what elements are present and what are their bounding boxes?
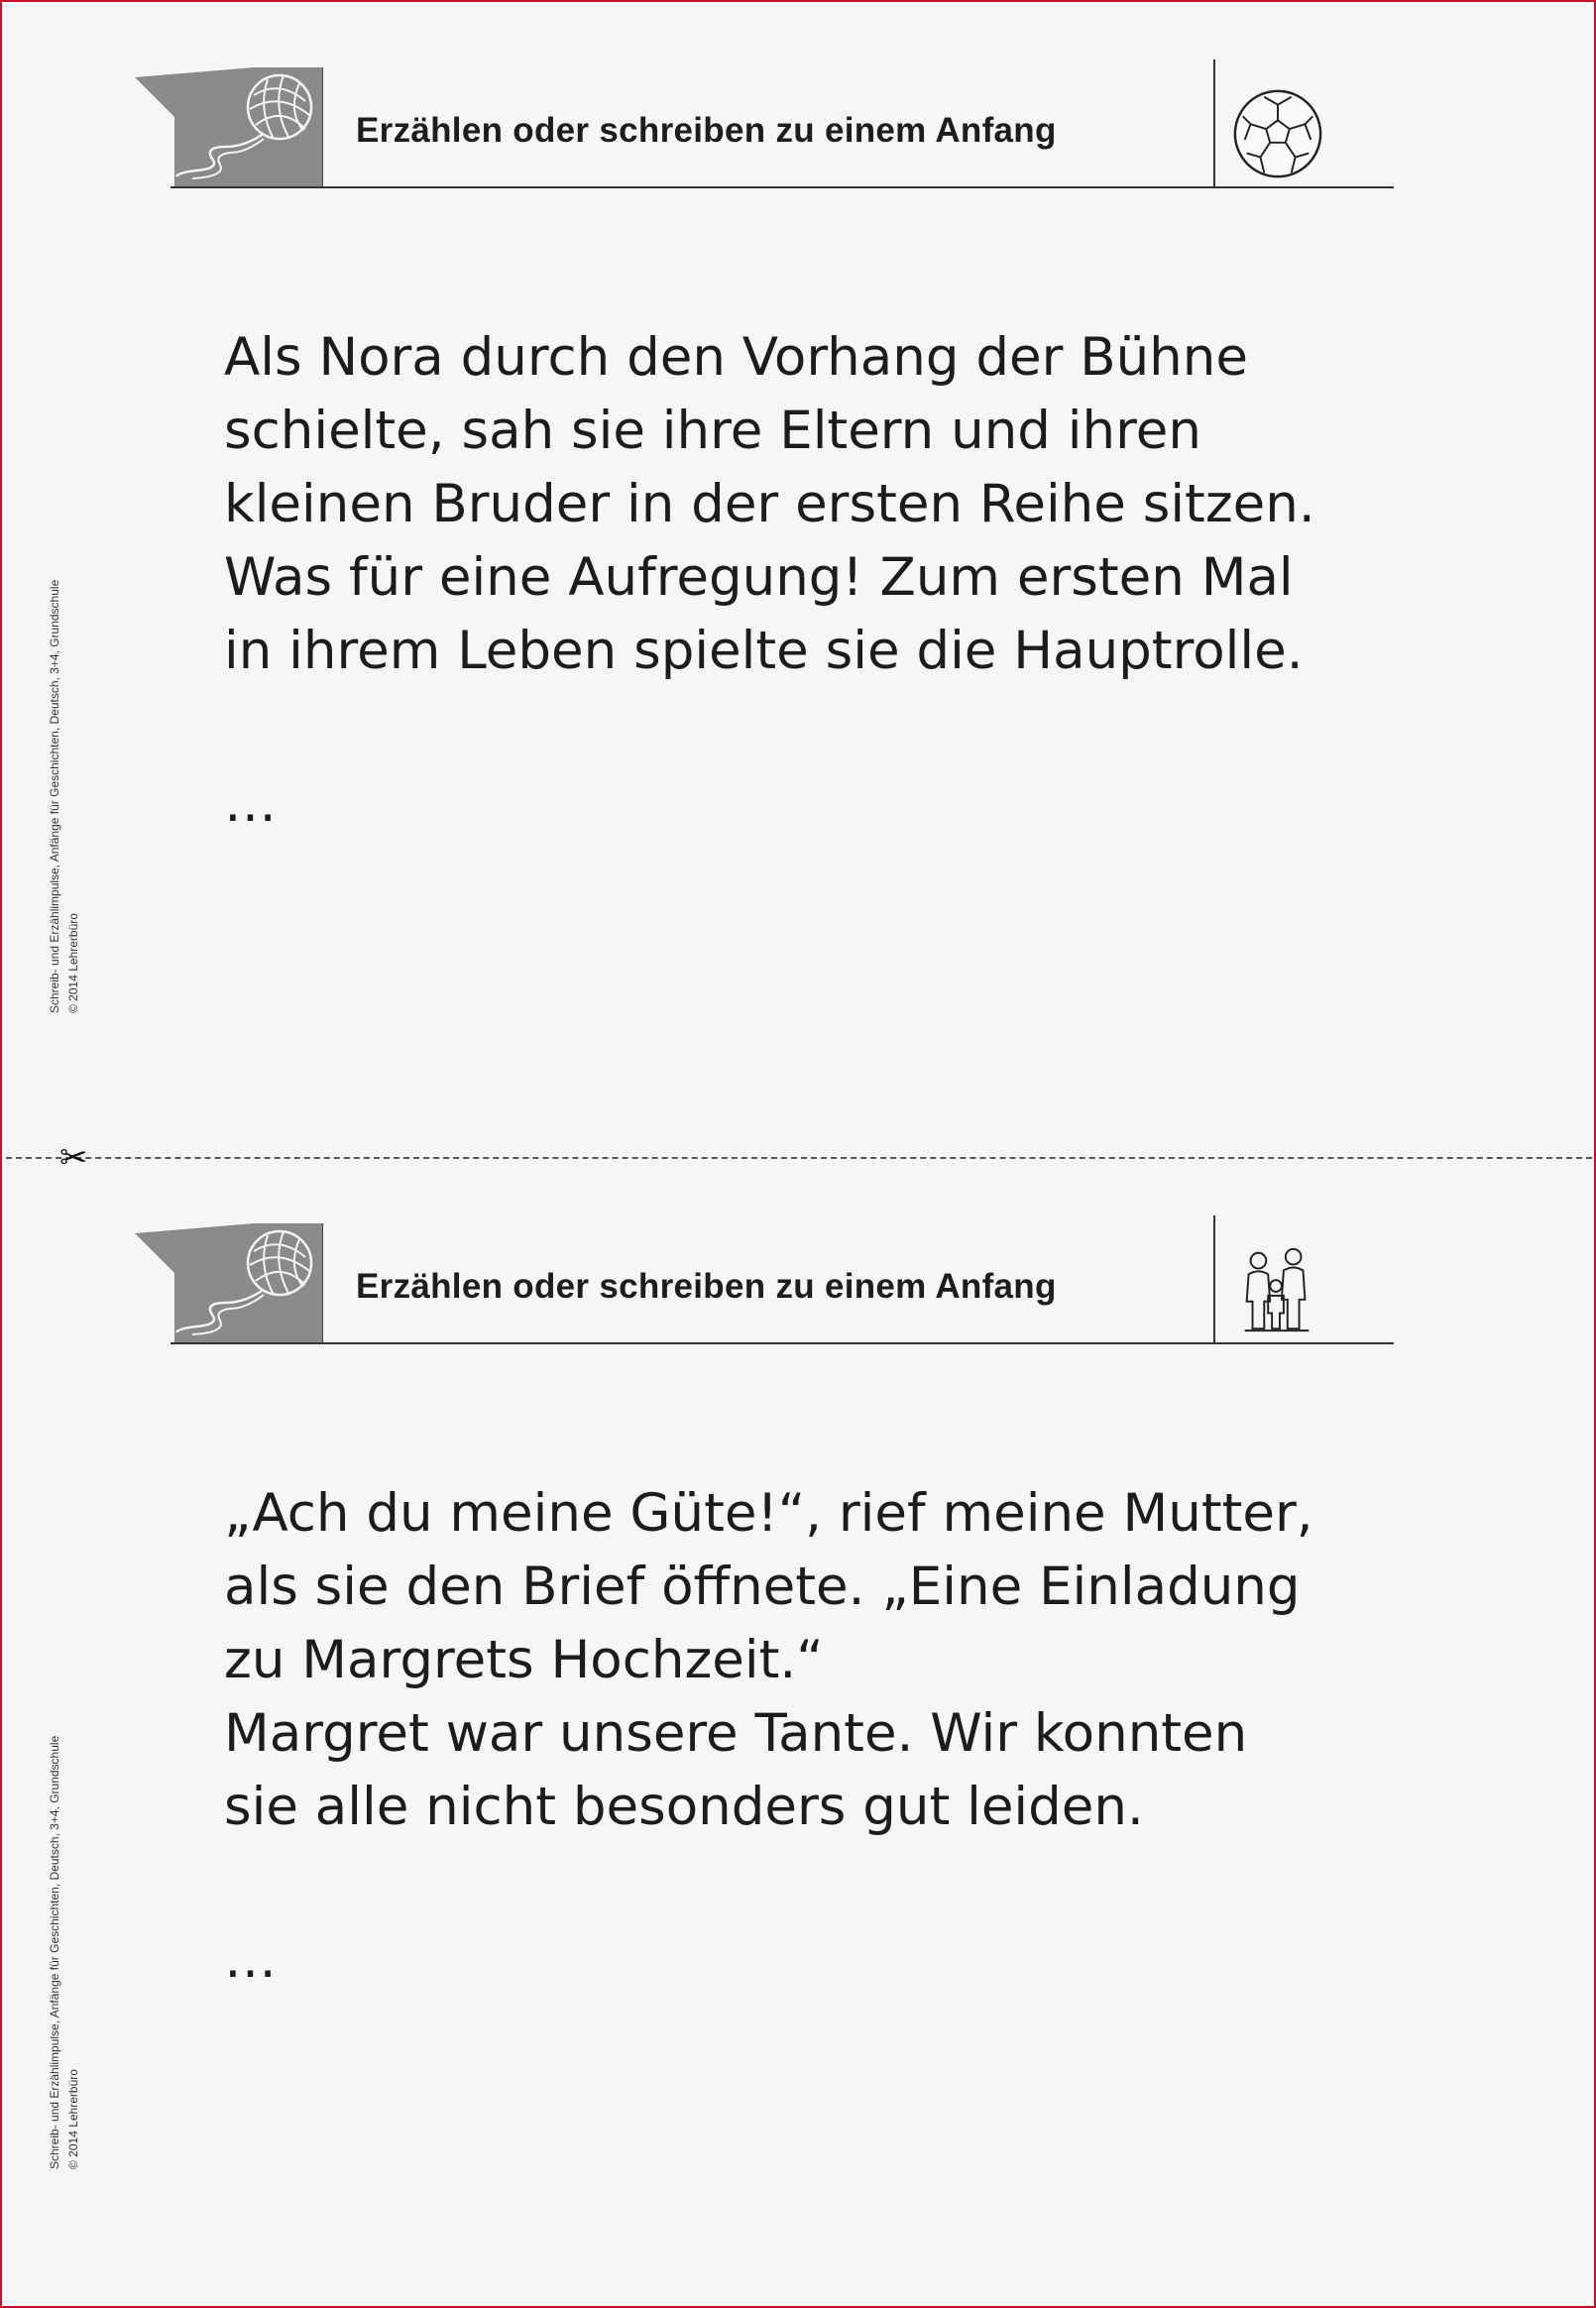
header-divider [1213,59,1215,186]
story-card-1 [2,2,1594,1152]
story-line: als sie den Brief öffnete. „Eine Einladung [224,1557,1301,1617]
story-line: sie alle nicht besonders gut leiden. [224,1777,1144,1837]
continuation-ellipsis: … [224,773,277,834]
header-rule [171,1342,1394,1344]
story-line: in ihrem Leben spielte sie die Hauptrolle. [224,621,1304,681]
header-divider [1213,1215,1215,1342]
copyright-publisher: © 2014 Lehrerbüro [66,2069,80,2169]
card-header-title: Erzählen oder schreiben zu einem Anfang [356,111,1057,150]
story-card-2 [2,1158,1594,2308]
copyright-source: Schreib- und Erzählimpulse, Anfänge für Geschichten, Deutsch, 3+4, Grundschule [48,1735,61,2169]
story-line: Als Nora durch den Vorhang der Bühne [224,327,1248,388]
story-line: Was für eine Aufregung! Zum ersten Mal [224,547,1294,608]
soccer-ball-icon [1229,85,1326,182]
copyright-publisher: © 2014 Lehrerbüro [66,913,80,1013]
story-line: „Ach du meine Güte!“, rief meine Mutter, [224,1483,1313,1544]
yarn-flag-icon [135,65,323,188]
copyright-sidebar [46,1614,83,2169]
story-line: Margret war unsere Tante. Wir konnten [224,1703,1248,1764]
continuation-ellipsis: … [224,1929,277,1990]
story-text [224,1477,1364,1844]
card-header-title: Erzählen oder schreiben zu einem Anfang [356,1267,1057,1306]
story-line: zu Margrets Hochzeit.“ [224,1630,824,1690]
story-line: kleinen Bruder in der ersten Reihe sitzen. [224,474,1315,534]
story-text [224,321,1364,688]
story-line: schielte, sah sie ihre Eltern und ihren [224,401,1201,461]
family-icon [1229,1241,1326,1338]
copyright-source: Schreib- und Erzählimpulse, Anfänge für Geschichten, Deutsch, 3+4, Grundschule [48,579,61,1013]
copyright-sidebar [46,458,83,1013]
yarn-flag-icon [135,1221,323,1344]
header-rule [171,186,1394,188]
scissors-icon: ✂ [59,1138,88,1178]
